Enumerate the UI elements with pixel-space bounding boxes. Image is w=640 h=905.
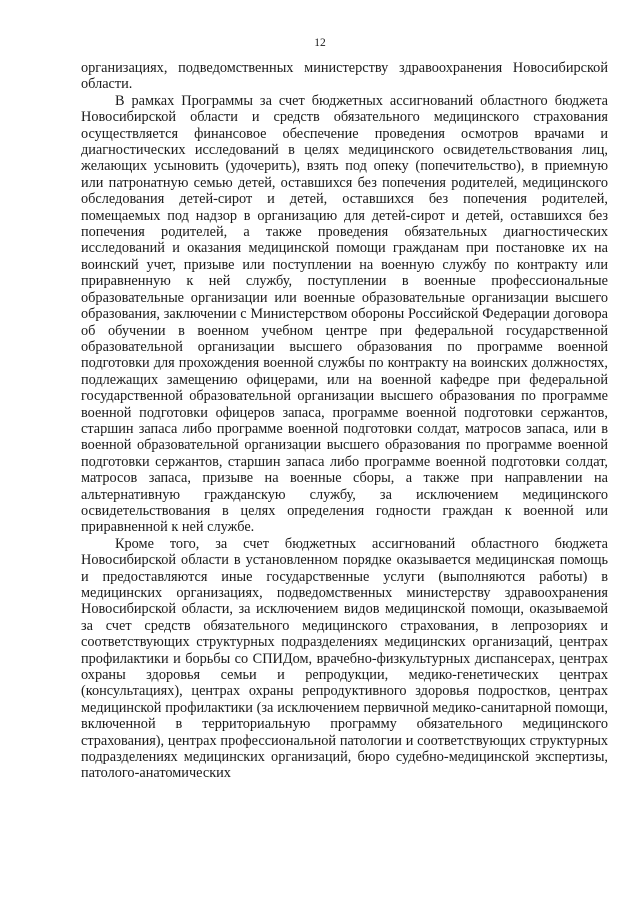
paragraph-2: В рамках Программы за счет бюджетных ассигнований областного бюджета Новосибирской области и средств обязательного медицинского страхования осуществляется финансовое обеспечение проведения осмотров врачами и диагностических исследований в целях медицинского освидетельствования лиц, желающих усыновить (удочерить), взять под опеку (попечительство), в приемную или патронатную семью детей, оставшихся без попечения родителей, медицинского обследования детей-сирот и детей, оставшихся без попечения родителей, помещаемых под надзор в организацию для детей-сирот и детей, оставшихся без попечения родителей, а также проведения обязательных диагностических исследований и оказания медицинской помощи гражданам при постановке их на воинский учет, призыве или поступлении на военную службу по контракту или приравненную к ней службу, поступлении в военные профессиональные образовательные организации или военные образовательные организации высшего образования, заключении с Министерством обороны Российской Федерации договора об обучении в военном учебном центре при федеральной государственной образовательной организации высшего образования по программе военной подготовки для прохождения военной службы по контракту на воинских должностях, подлежащих замещению офицерами, или на военной кафедре при федеральной государственной образовательной организации высшего образования по программе военной подготовки офицеров запаса, программе военной подготовки сержантов, старшин запаса либо программе военной подготовки солдат, матросов запаса, или в военной образовательной организации высшего образования по программе военной подготовки сержантов, старшин запаса либо программе военной подготовки солдат, матросов запаса, призыве на военные сборы, а также при направлении на альтернативную гражданскую службу, за исключением медицинского освидетельствования в целях определения годности граждан к военной или приравненной к ней службе. — [81, 92, 608, 536]
paragraph-3: Кроме того, за счет бюджетных ассигнований областного бюджета Новосибирской области в установленном порядке оказывается медицинская помощь и предоставляются иные государственные услуги (выполняются работы) в медицинских организациях, подведомственных министерству здравоохранения Новосибирской области, за исключением видов медицинской помощи, оказываемой за счет средств обязательного медицинского страхования, в лепрозориях и соответствующих структурных подразделениях медицинских организаций, центрах профилактики и борьбы со СПИДом, врачебно-физкультурных диспансерах, центрах охраны здоровья семьи и репродукции, медико-генетических центрах (консультациях), центрах охраны репродуктивного здоровья подростков, центрах медицинской профилактики (за исключением первичной медико-санитарной помощи, включенной в территориальную программу обязательного медицинского страхования), центрах профессиональной патологии и соответствующих структурных подразделениях медицинских организаций, бюро судебно-медицинской экспертизы, патолого-анатомических — [81, 535, 608, 782]
page-number: 12 — [314, 37, 326, 49]
document-body — [81, 60, 608, 782]
paragraph-1: организациях, подведомственных министерству здравоохранения Новосибирской области. — [81, 60, 608, 93]
